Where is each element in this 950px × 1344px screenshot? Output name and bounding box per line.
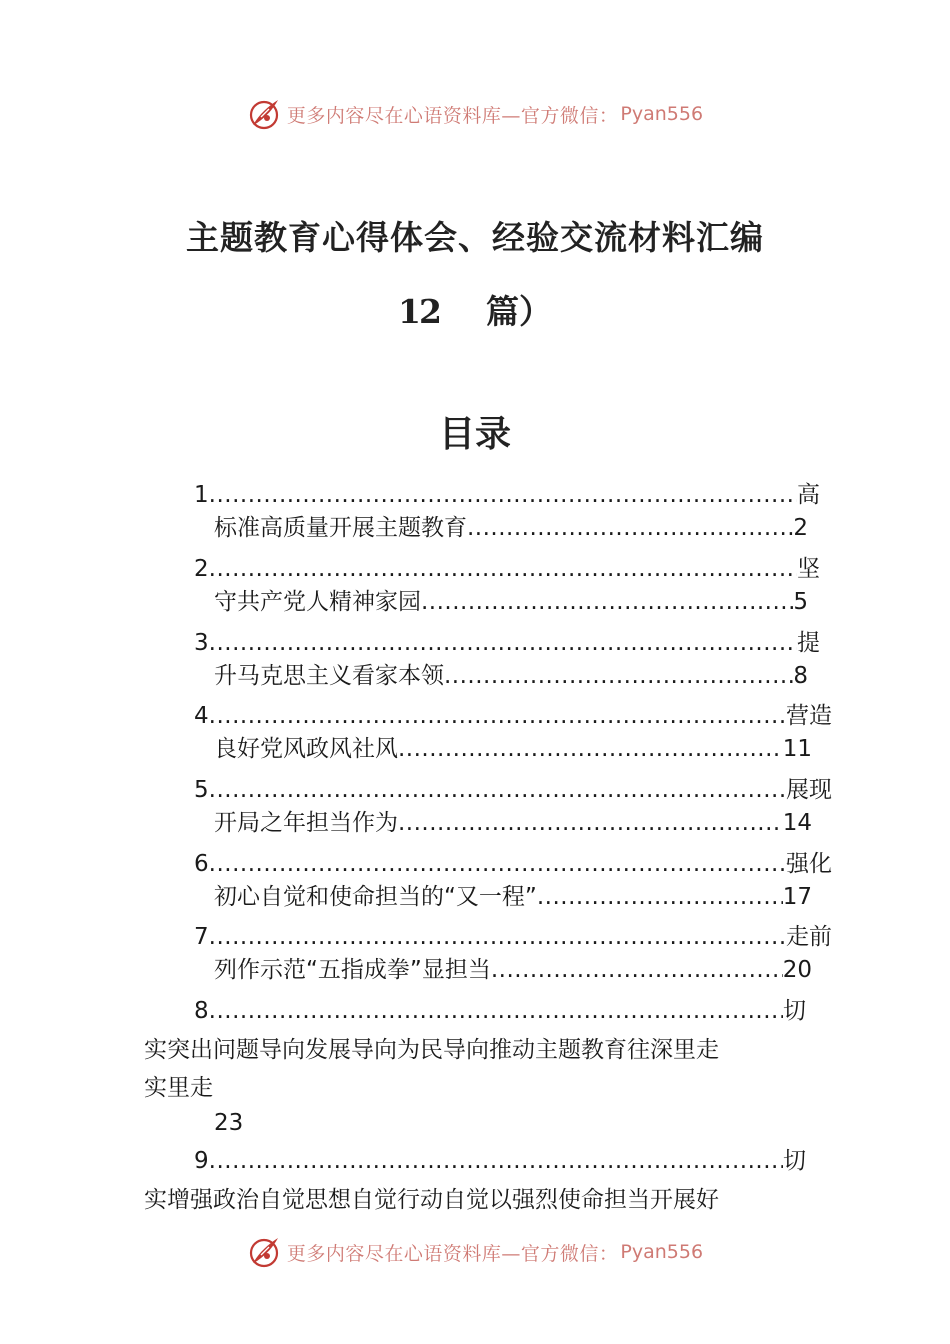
banner-text: 更多内容尽在心语资料库—官方微信： xyxy=(286,104,619,127)
toc-entry-1-line-1[interactable] xyxy=(194,478,820,512)
toc-entry-number: 3 xyxy=(194,630,209,656)
toc-leader-dots xyxy=(209,699,786,733)
toc-entry-number: 1 xyxy=(194,482,209,508)
toc-entry-6-line-2[interactable] xyxy=(214,880,812,914)
toc-leader-dots xyxy=(209,847,786,881)
toc-entry-7-line-2[interactable] xyxy=(214,953,812,987)
banner-text: 更多内容尽在心语资料库—官方微信： xyxy=(286,1242,619,1265)
toc-entry-4-line-1[interactable] xyxy=(194,699,832,733)
toc-entry-number: 2 xyxy=(194,556,209,582)
toc-entry-number: 5 xyxy=(194,777,209,803)
toc-leader-dots xyxy=(421,585,793,619)
subtitle-suffix: 篇） xyxy=(485,292,552,331)
toc-entry-number: 7 xyxy=(194,924,209,950)
toc-entry-3-line-2[interactable] xyxy=(214,659,808,693)
toc-entry-title-start: 高 xyxy=(797,482,820,508)
toc-entry-page: 17 xyxy=(782,884,812,910)
toc-entry-1-line-2[interactable] xyxy=(214,511,808,545)
toc-entry-3-line-1[interactable] xyxy=(194,626,820,660)
toc-entry-title-start: 营造 xyxy=(786,703,832,729)
toc-entry-page: 8 xyxy=(793,663,808,689)
toc-entry-2-line-1[interactable] xyxy=(194,552,820,586)
footer-banner xyxy=(0,1232,950,1272)
toc-leader-dots xyxy=(398,732,783,766)
toc-entry-number: 6 xyxy=(194,851,209,877)
toc-entry-6-line-1[interactable] xyxy=(194,847,832,881)
toc-leader-dots xyxy=(209,626,797,660)
toc-leader-dots xyxy=(467,511,793,545)
toc-leader-dots xyxy=(209,552,797,586)
toc-entry-5-line-2[interactable] xyxy=(214,806,812,840)
toc-entry-title-start: 展现 xyxy=(786,777,832,803)
toc-entry-8-page: 23 xyxy=(214,1110,244,1136)
toc-entry-title-start: 切 xyxy=(783,998,806,1024)
wechat-id: Pyan556 xyxy=(620,1241,704,1263)
quill-logo-icon xyxy=(247,1235,281,1269)
toc-entry-title-start: 强化 xyxy=(786,851,832,877)
toc-entry-title-start: 切 xyxy=(783,1148,806,1174)
toc-entry-page: 20 xyxy=(782,957,812,983)
quill-logo-icon xyxy=(247,97,281,131)
toc-entry-9-line-1[interactable] xyxy=(194,1144,806,1178)
toc-entry-8-line-1[interactable] xyxy=(194,994,806,1028)
subtitle-count: 12 xyxy=(398,292,440,331)
toc-entry-title: 良好党风政风社风 xyxy=(214,736,398,762)
toc-entry-9-title-line-1: 实增强政治自觉思想自觉行动自觉以强烈使命担当开展好 xyxy=(144,1187,719,1213)
toc-entry-8-title-line-2: 实里走 xyxy=(144,1075,213,1101)
toc-entry-page: 2 xyxy=(793,515,808,541)
toc-leader-dots xyxy=(398,806,783,840)
toc-heading: 目录 xyxy=(438,413,511,455)
toc-entry-2-line-2[interactable] xyxy=(214,585,808,619)
toc-entry-number: 8 xyxy=(194,998,209,1024)
toc-leader-dots xyxy=(491,953,783,987)
toc-leader-dots xyxy=(209,920,786,954)
toc-entry-title-start: 走前 xyxy=(786,924,832,950)
toc-entry-7-line-1[interactable] xyxy=(194,920,832,954)
toc-entry-5-line-1[interactable] xyxy=(194,773,832,807)
header-banner xyxy=(0,94,950,134)
toc-entry-title: 标准高质量开展主题教育 xyxy=(214,515,467,541)
toc-entry-8-title-line-1: 实突出问题导向发展导向为民导向推动主题教育往深里走 xyxy=(144,1037,719,1063)
toc-entry-title: 开局之年担当作为 xyxy=(214,810,398,836)
toc-entry-title: 列作示范“五指成拳”显担当 xyxy=(214,957,491,983)
document-subtitle xyxy=(0,286,950,333)
toc-leader-dots xyxy=(444,659,793,693)
toc-leader-dots xyxy=(209,1144,783,1178)
toc-entry-number: 4 xyxy=(194,703,209,729)
toc-entry-title-start: 提 xyxy=(797,630,820,656)
toc-entry-title: 守共产党人精神家园 xyxy=(214,589,421,615)
toc-leader-dots xyxy=(209,773,786,807)
toc-entry-number: 9 xyxy=(194,1148,209,1174)
wechat-id: Pyan556 xyxy=(620,103,704,125)
toc-entry-title-start: 坚 xyxy=(797,556,820,582)
toc-entry-title: 初心自觉和使命担当的“又一程” xyxy=(214,884,537,910)
toc-leader-dots xyxy=(537,880,783,914)
toc-leader-dots xyxy=(209,478,797,512)
toc-entry-page: 5 xyxy=(793,589,808,615)
toc-entry-4-line-2[interactable] xyxy=(214,732,812,766)
toc-leader-dots xyxy=(209,994,783,1028)
toc-entry-page: 14 xyxy=(782,810,812,836)
toc-entry-title: 升马克思主义看家本领 xyxy=(214,663,444,689)
toc-entry-page: 11 xyxy=(782,736,812,762)
document-title: 主题教育心得体会、经验交流材料汇编 xyxy=(186,218,764,257)
